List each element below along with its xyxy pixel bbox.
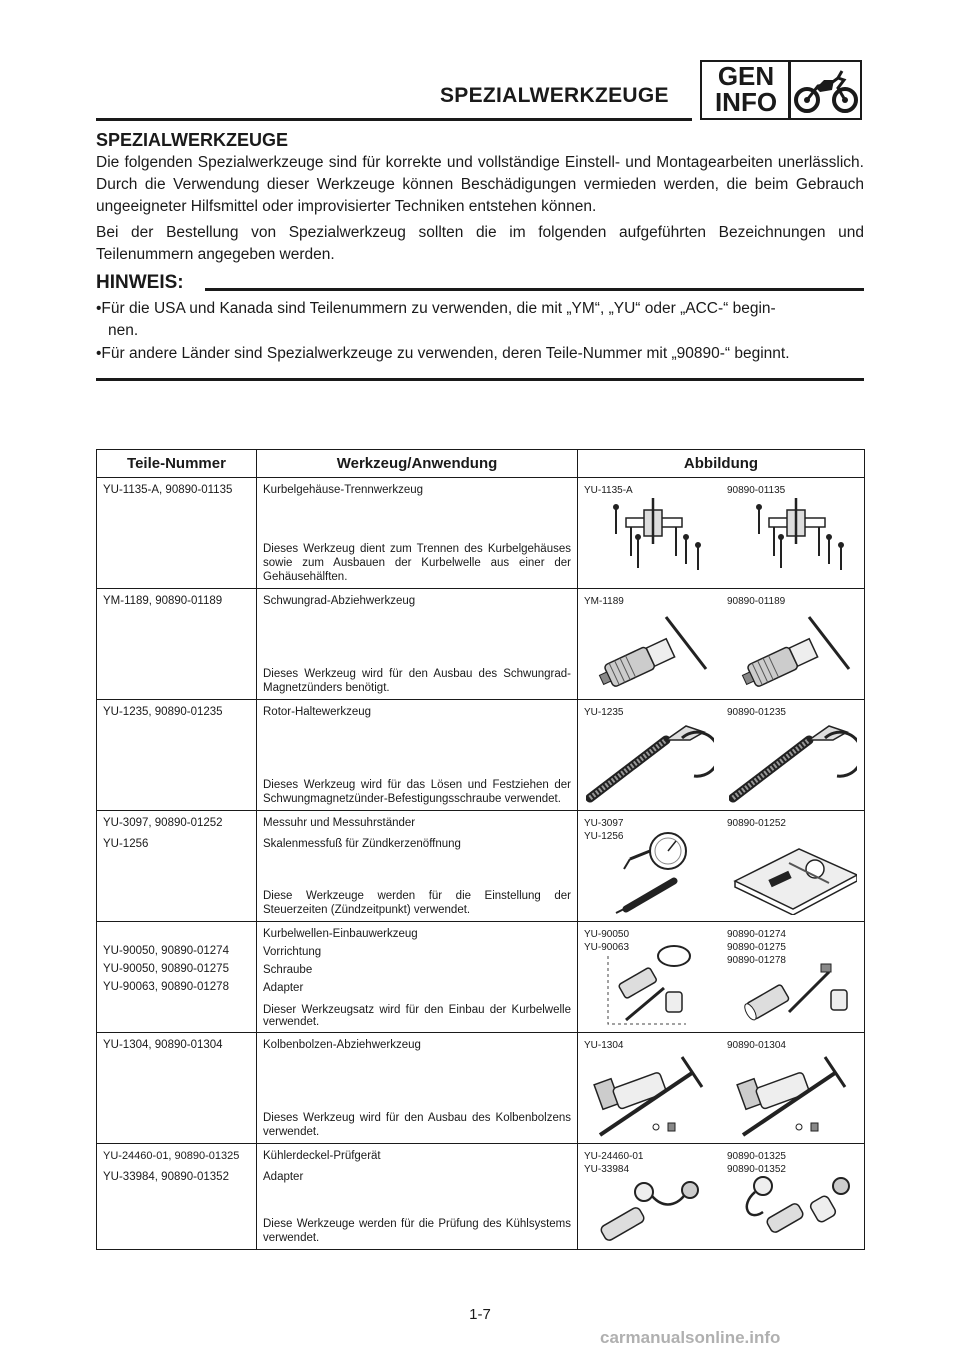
radiator-cap-tester-drawing: [729, 1162, 857, 1242]
motorcycle-icon: [794, 68, 858, 114]
illustration-left: [578, 922, 721, 1032]
part-number-cell: [97, 700, 257, 811]
note-end-rule: [96, 378, 864, 381]
illustration-cell: [578, 922, 865, 1033]
part-number: YU-90063, 90890-01278: [103, 981, 229, 993]
crankshaft-installer-drawing: [729, 940, 857, 1026]
piston-pin-puller-drawing: [586, 1051, 714, 1137]
tool-name: Kurbelgehäuse-Trennwerkzeug: [263, 484, 424, 496]
figure-label: 90890-01135: [727, 485, 786, 496]
section-title: SPEZIALWERKZEUGE: [96, 130, 289, 150]
illustration-right: [721, 700, 864, 810]
tool-description: Dieser Werkzeugsatz wird für den Einbau der Kurbelwelle verwendet.: [263, 1004, 571, 1028]
figure-label: 90890-01252: [727, 818, 786, 829]
tool-name: Schraube: [263, 964, 313, 976]
order-paragraph: Bei der Bestellung von Spezialwerkzeug sollten die im folgenden aufgeführten Bezeichnungen und Teilenummern angegeben werden.: [96, 224, 864, 263]
illustration-cell: [578, 811, 865, 922]
part-number: YU-1235, 90890-01235: [103, 706, 223, 718]
page-number: 1-7: [469, 1306, 491, 1323]
figure-label: YU-24460-01: [584, 1151, 644, 1162]
illustration-right: [721, 811, 864, 921]
flywheel-puller-drawing: [586, 607, 714, 693]
figure-label: YU-1135-A: [584, 485, 633, 496]
gauge-case-drawing: [729, 829, 857, 915]
figure-label: YU-3097: [584, 818, 624, 829]
part-number: YU-90050, 90890-01274: [103, 945, 229, 957]
illustration-right: [721, 478, 864, 588]
illustration-cell: [578, 700, 865, 811]
illustration-left: [578, 478, 721, 588]
tool-cell: [257, 1033, 578, 1144]
figure-label: 90890-01352: [727, 1164, 786, 1175]
piston-pin-puller-drawing: [729, 1051, 857, 1137]
part-number-cell: [97, 589, 257, 700]
tool-description: Diese Werkzeuge werden für die Prüfung des Kühlsystems verwendet.: [263, 1218, 571, 1244]
illustration-left: [578, 589, 721, 699]
note-rule: [205, 288, 864, 291]
illustration-cell: [578, 1033, 865, 1144]
tool-name: Adapter: [263, 1171, 304, 1183]
radiator-cap-tester-drawing: [586, 1162, 714, 1242]
badge-divider: [788, 62, 791, 118]
note-bullet-1: [96, 298, 864, 342]
special-tools-table: [96, 449, 865, 1250]
rotor-holder-drawing: [729, 718, 857, 804]
flywheel-puller-drawing: [729, 607, 857, 693]
table-row: [97, 1144, 865, 1250]
gen-info-badge: [700, 60, 862, 120]
header-title: SPEZIALWERKZEUGE: [440, 84, 669, 107]
illustration-left: [578, 811, 721, 921]
figure-label: YU-90050: [584, 929, 630, 940]
table-row: [97, 589, 865, 700]
table-row: [97, 478, 865, 589]
tool-cell: [257, 478, 578, 589]
header-tool-usage: Werkzeug/Anwendung: [257, 450, 578, 478]
figure-label: 90890-01274: [727, 929, 786, 940]
tool-name: Kühlerdeckel-Prüfgerät: [263, 1150, 381, 1162]
part-number-cell: [97, 922, 257, 1033]
table-row: [97, 811, 865, 922]
figure-label: 90890-01189: [727, 596, 786, 607]
note-bullet-2: •Für andere Länder sind Spezialwerkzeuge zu verwenden, deren Teile-Nummer mit „90890-“ beginnt.: [96, 345, 790, 362]
part-number: YU-1135-A, 90890-01135: [103, 484, 233, 496]
dial-gauge-drawing: [586, 829, 714, 915]
header-rule: [96, 118, 692, 121]
tool-description: Dieses Werkzeug dient zum Trennen des Kurbelgehäuses sowie zum Ausbauen der Kurbelwelle aus einer der Gehäusehälften.: [263, 543, 571, 583]
figure-label: YU-90063: [584, 942, 630, 953]
table-row: [97, 922, 865, 1033]
note-label: HINWEIS:: [96, 272, 184, 293]
illustration-cell: [578, 589, 865, 700]
watermark: carmanualsonline.info: [600, 1328, 781, 1347]
badge-line-1: GEN: [717, 61, 775, 91]
tool-name: Schwungrad-Abziehwerkzeug: [263, 595, 416, 607]
figure-label: 90890-01325: [727, 1151, 786, 1162]
part-number: YM-1189, 90890-01189: [103, 595, 223, 607]
figure-label: YU-1256: [584, 831, 624, 842]
tool-name: Adapter: [263, 982, 304, 994]
illustration-left: [578, 1144, 721, 1249]
header-part-number: Teile-Nummer: [97, 450, 257, 478]
illustration-left: [578, 700, 721, 810]
part-number: YU-3097, 90890-01252: [103, 817, 223, 829]
part-number: YU-1256: [103, 838, 149, 850]
tool-name: Kurbelwellen-Einbauwerkzeug: [263, 928, 418, 940]
tool-name: Messuhr und Messuhrständer: [263, 817, 416, 829]
rotor-holder-drawing: [586, 718, 714, 804]
table-row: [97, 700, 865, 811]
figure-label: YU-33984: [584, 1164, 630, 1175]
tool-name: Kolbenbolzen-Abziehwerkzeug: [263, 1039, 421, 1051]
illustration-right: [721, 922, 864, 1032]
header-illustration: Abbildung: [578, 450, 865, 478]
crankcase-separator-drawing: [586, 496, 714, 582]
figure-label: 90890-01235: [727, 707, 786, 718]
tool-name: Skalenmessfuß für Zündkerzenöffnung: [263, 838, 461, 850]
tool-cell: [257, 589, 578, 700]
figure-label: 90890-01278: [727, 955, 786, 966]
tool-cell: [257, 700, 578, 811]
tool-description: Diese Werkzeuge werden für die Einstellung der Steuerzeiten (Zündzeitpunkt) verwendet.: [263, 890, 571, 916]
part-number: YU-33984, 90890-01352: [103, 1171, 229, 1183]
figure-label: YU-1304: [584, 1040, 624, 1051]
illustration-right: [721, 589, 864, 699]
tool-cell: [257, 1144, 578, 1250]
table-row: [97, 1033, 865, 1144]
part-number: YU-90050, 90890-01275: [103, 963, 229, 975]
tool-name: Vorrichtung: [263, 946, 322, 958]
table-header-row: [97, 450, 865, 478]
part-number-cell: [97, 811, 257, 922]
illustration-left: [578, 1033, 721, 1143]
tool-description: Dieses Werkzeug wird für den Ausbau des Kolbenbolzens verwendet.: [263, 1112, 571, 1138]
illustration-right: [721, 1144, 864, 1249]
badge-text: [708, 63, 784, 115]
figure-label: YM-1189: [584, 596, 624, 607]
intro-paragraph: Die folgenden Spezialwerkzeuge sind für korrekte und vollständige Einstell- und Montagearbeiten unerlässlich. Durch die Verwendung dieser Werkzeuge können Beschädigungen vermieden werden, die beim Gebrauch ungeeigneter Hilfsmittel oder improvisierter Techniken entstehen können.: [96, 154, 864, 215]
note-bullet-1-line-1: •Für die USA und Kanada sind Teilenummern zu verwenden, die mit „YM“, „YU“ oder „ACC-“ begin-: [96, 300, 776, 317]
tool-cell: [257, 811, 578, 922]
part-number-cell: [97, 478, 257, 589]
part-number-cell: [97, 1033, 257, 1144]
tool-name: Rotor-Haltewerkzeug: [263, 706, 372, 718]
part-number-cell: [97, 1144, 257, 1250]
figure-label: 90890-01304: [727, 1040, 786, 1051]
part-number: YU-1304, 90890-01304: [103, 1039, 223, 1051]
tool-description: Dieses Werkzeug wird für das Lösen und Festziehen der Schwungmagnetzünder-Befestigungsschraube verwendet.: [263, 779, 571, 805]
badge-line-2: INFO: [714, 87, 778, 117]
illustration-cell: [578, 478, 865, 589]
tool-description: Dieses Werkzeug wird für den Ausbau des Schwungrad-Magnetzünders benötigt.: [263, 668, 571, 694]
crankcase-separator-drawing: [729, 496, 857, 582]
crankshaft-installer-drawing: [586, 940, 714, 1026]
part-number: YU-24460-01, 90890-01325: [103, 1150, 240, 1162]
tool-cell: [257, 922, 578, 1033]
note-bullet-1-line-2: nen.: [108, 322, 139, 339]
figure-label: YU-1235: [584, 707, 624, 718]
illustration-cell: [578, 1144, 865, 1250]
figure-label: 90890-01275: [727, 942, 786, 953]
illustration-right: [721, 1033, 864, 1143]
